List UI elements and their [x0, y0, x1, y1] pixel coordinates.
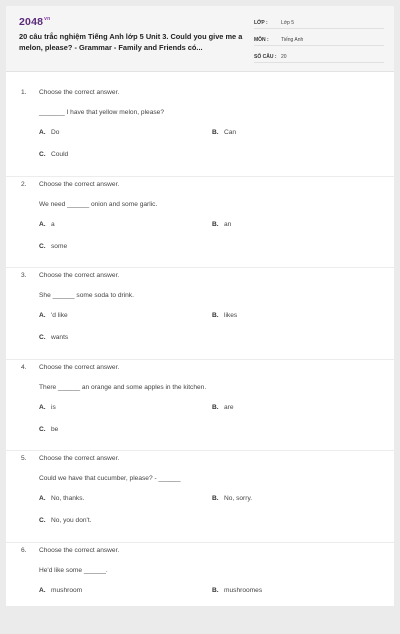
answer-option-b[interactable]: [212, 495, 252, 502]
answer-option-b[interactable]: [212, 404, 234, 411]
answer-option-c[interactable]: [39, 243, 67, 250]
question-item: [6, 360, 394, 452]
question-text: We need ______ onion and some garlic.: [39, 201, 157, 208]
option-key: B.: [212, 221, 224, 228]
option-key: A.: [39, 221, 51, 228]
option-text: Could: [51, 151, 68, 158]
answer-option-a[interactable]: [39, 495, 84, 502]
option-key: B.: [212, 129, 224, 136]
meta-key: LỚP :: [254, 20, 281, 26]
question-number: 1.: [21, 89, 27, 96]
option-text: mushroomes: [224, 587, 262, 594]
worksheet-title: 20 câu trắc nghiệm Tiếng Anh lớp 5 Unit 3. Could you give me a melon, please? - Grammar - Family and Friends có...: [19, 32, 244, 53]
answer-option-b[interactable]: [212, 312, 237, 319]
option-key: B.: [212, 404, 224, 411]
meta-key: MÔN :: [254, 37, 281, 43]
option-key: A.: [39, 312, 51, 319]
question-item: [6, 451, 394, 543]
option-key: C.: [39, 151, 51, 158]
option-key: B.: [212, 495, 224, 502]
option-text: No, thanks.: [51, 495, 84, 502]
answer-option-b[interactable]: [212, 221, 231, 228]
option-text: likes: [224, 312, 237, 319]
option-key: B.: [212, 587, 224, 594]
question-prompt: Choose the correct answer.: [39, 547, 119, 554]
option-key: B.: [212, 312, 224, 319]
option-text: be: [51, 426, 58, 433]
question-item: [6, 268, 394, 360]
question-prompt: Choose the correct answer.: [39, 455, 119, 462]
question-number: 4.: [21, 364, 27, 371]
question-list: [6, 72, 394, 634]
question-prompt: Choose the correct answer.: [39, 89, 119, 96]
question-item: [6, 543, 394, 634]
option-key: A.: [39, 587, 51, 594]
worksheet-header: [6, 6, 394, 72]
worksheet: [6, 6, 394, 606]
meta-key: SỐ CÂU :: [254, 54, 281, 60]
answer-option-c[interactable]: [39, 426, 58, 433]
answer-option-b[interactable]: [212, 587, 262, 594]
option-key: C.: [39, 243, 51, 250]
option-key: A.: [39, 129, 51, 136]
answer-option-a[interactable]: [39, 129, 59, 136]
question-prompt: Choose the correct answer.: [39, 364, 119, 371]
meta-row-class: [254, 15, 384, 29]
option-key: C.: [39, 426, 51, 433]
question-number: 6.: [21, 547, 27, 554]
option-key: A.: [39, 404, 51, 411]
meta-value: Lớp 5: [281, 20, 294, 26]
question-text: Could we have that cucumber, please? - ______: [39, 475, 181, 482]
site-logo[interactable]: $2048^{vn}$: [19, 16, 50, 28]
answer-option-c[interactable]: [39, 151, 68, 158]
answer-option-c[interactable]: [39, 334, 68, 341]
option-key: A.: [39, 495, 51, 502]
answer-option-b[interactable]: [212, 129, 236, 136]
meta-value: Tiếng Anh: [281, 37, 303, 43]
option-text: Can: [224, 129, 236, 136]
question-prompt: Choose the correct answer.: [39, 181, 119, 188]
option-text: No, sorry.: [224, 495, 252, 502]
option-text: are: [224, 404, 234, 411]
question-number: 2.: [21, 181, 27, 188]
option-text: mushroom: [51, 587, 82, 594]
answer-option-a[interactable]: [39, 221, 55, 228]
question-text: She ______ some soda to drink.: [39, 292, 134, 299]
option-text: No, you don't.: [51, 517, 91, 524]
option-text: wants: [51, 334, 68, 341]
option-text: a: [51, 221, 55, 228]
question-text: _______ I have that yellow melon, please?: [39, 109, 164, 116]
meta-row-count: [254, 49, 384, 63]
meta-row-subject: [254, 32, 384, 46]
answer-option-a[interactable]: [39, 312, 68, 319]
question-number: 5.: [21, 455, 27, 462]
option-text: Do: [51, 129, 59, 136]
question-item: [6, 85, 394, 177]
option-text: an: [224, 221, 231, 228]
question-item: [6, 177, 394, 269]
answer-option-a[interactable]: [39, 404, 56, 411]
question-number: 3.: [21, 272, 27, 279]
option-text: 'd like: [51, 312, 68, 319]
option-key: C.: [39, 517, 51, 524]
worksheet-meta: [254, 15, 384, 66]
option-key: C.: [39, 334, 51, 341]
answer-option-c[interactable]: [39, 517, 91, 524]
meta-value: 20: [281, 54, 287, 60]
option-text: is: [51, 404, 56, 411]
question-prompt: Choose the correct answer.: [39, 272, 119, 279]
question-text: There ______ an orange and some apples in the kitchen.: [39, 384, 206, 391]
question-text: He'd like some ______.: [39, 567, 108, 574]
option-text: some: [51, 243, 67, 250]
answer-option-a[interactable]: [39, 587, 82, 594]
